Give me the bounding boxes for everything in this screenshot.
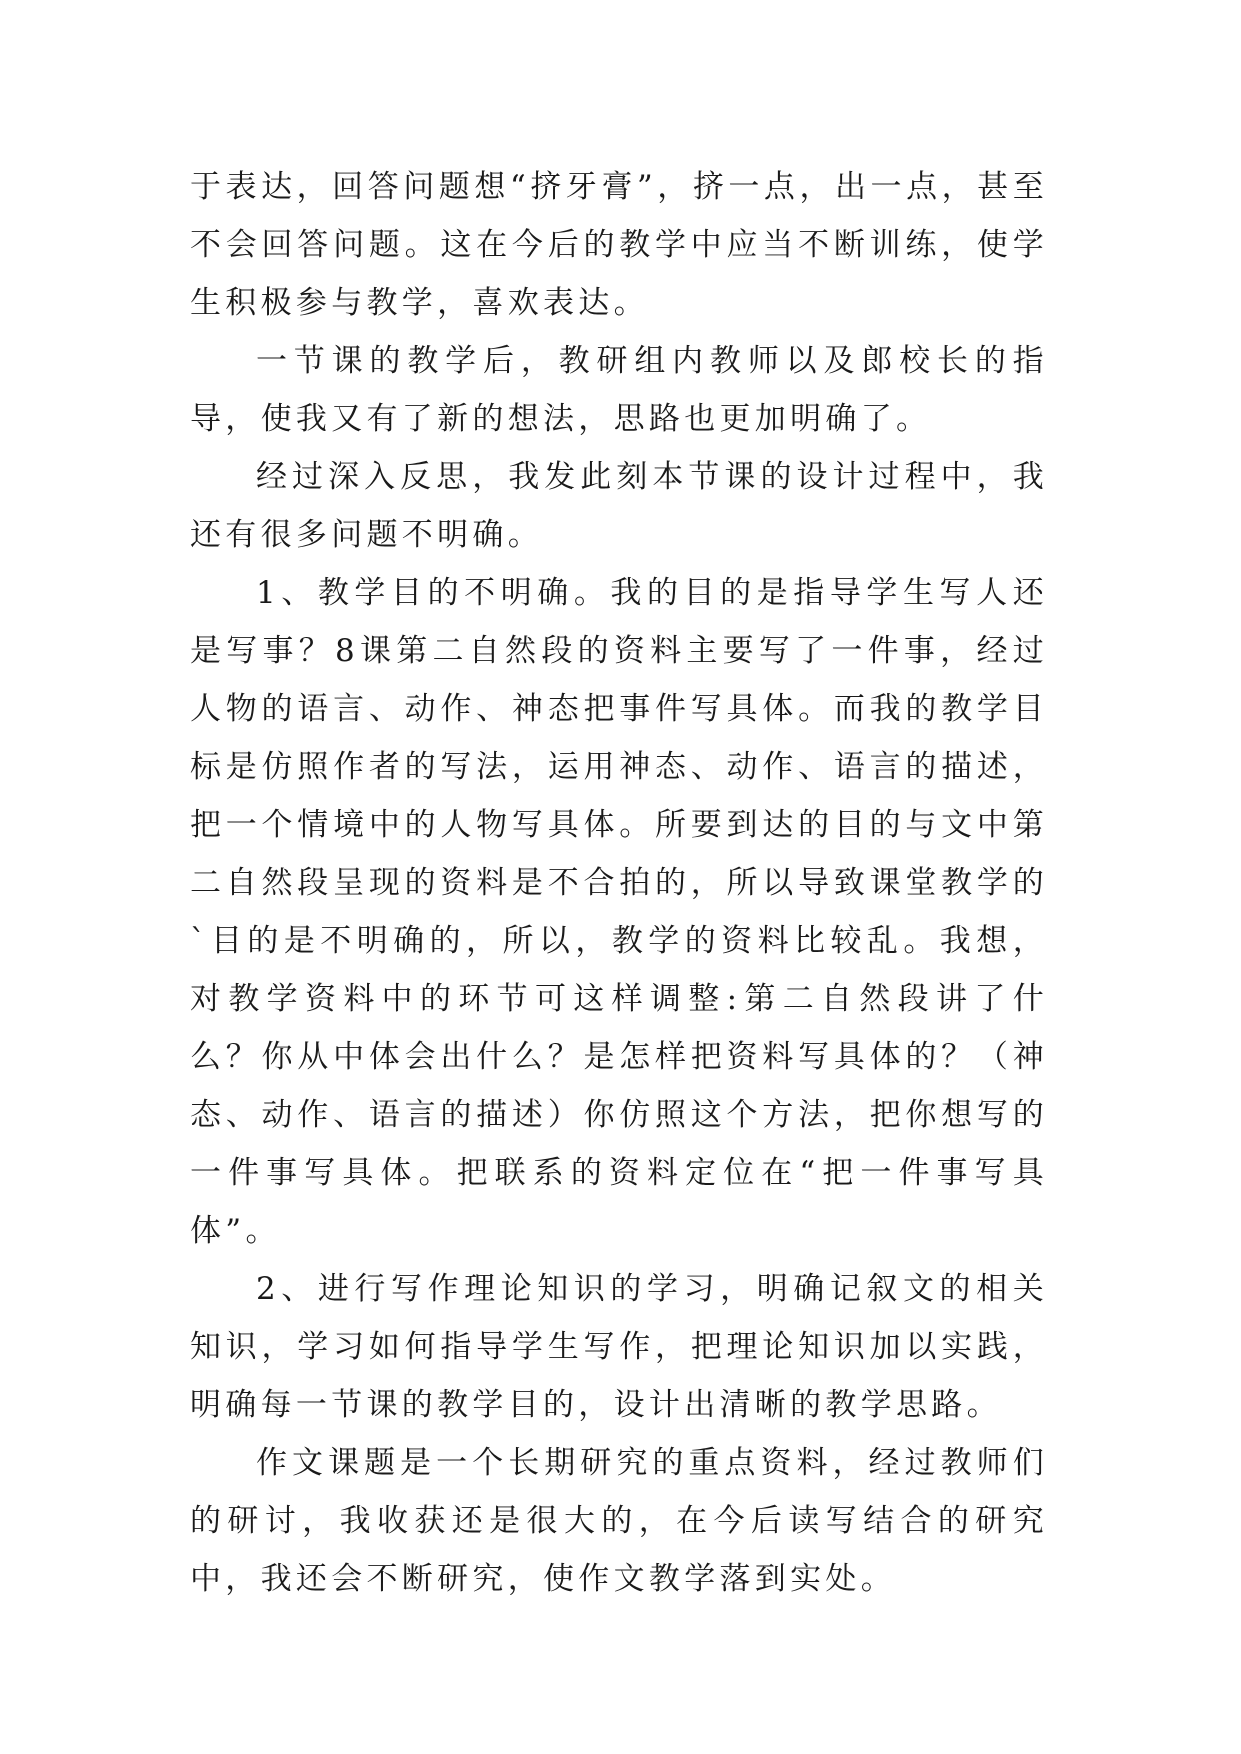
- paragraph-continued: 于表达，回答问题想“挤牙膏”，挤一点，出一点，甚至不会回答问题。这在今后的教学中应当不断训练，使学生积极参与教学，喜欢表达。: [190, 169, 1048, 321]
- paragraph-point-2: 2、进行写作理论知识的学习，明确记叙文的相关知识，学习如何指导学生写作，把理论知识加以实践，明确每一节课的教学目的，设计出清晰的教学思路。: [190, 1271, 1048, 1423]
- document-body: [190, 158, 1048, 1608]
- paragraph-conclusion: 作文课题是一个长期研究的重点资料，经过教师们的研讨，我收获还是很大的，在今后读写结合的研究中，我还会不断研究，使作文教学落到实处。: [190, 1445, 1048, 1597]
- paragraph-point-1: 1、教学目的不明确。我的目的是指导学生写人还是写事？8课第二自然段的资料主要写了一件事，经过人物的语言、动作、神态把事件写具体。而我的教学目标是仿照作者的写法，运用神态、动作、语言的描述，把一个情境中的人物写具体。所要到达的目的与文中第二自然段呈现的资料是不合拍的，所以导致课堂教学的`目的是不明确的，所以，教学的资料比较乱。我想，对教学资料中的环节可这样调整:第二自然段讲了什么？你从中体会出什么？是怎样把资料写具体的？（神态、动作、语言的描述）你仿照这个方法，把你想写的一件事写具体。把联系的资料定位在“把一件事写具体”。: [190, 575, 1048, 1249]
- paragraph-guidance: 一节课的教学后，教研组内教师以及郎校长的指导，使我又有了新的想法，思路也更加明确了。: [190, 343, 1048, 437]
- paragraph-reflection: 经过深入反思，我发此刻本节课的设计过程中，我还有很多问题不明确。: [190, 459, 1048, 553]
